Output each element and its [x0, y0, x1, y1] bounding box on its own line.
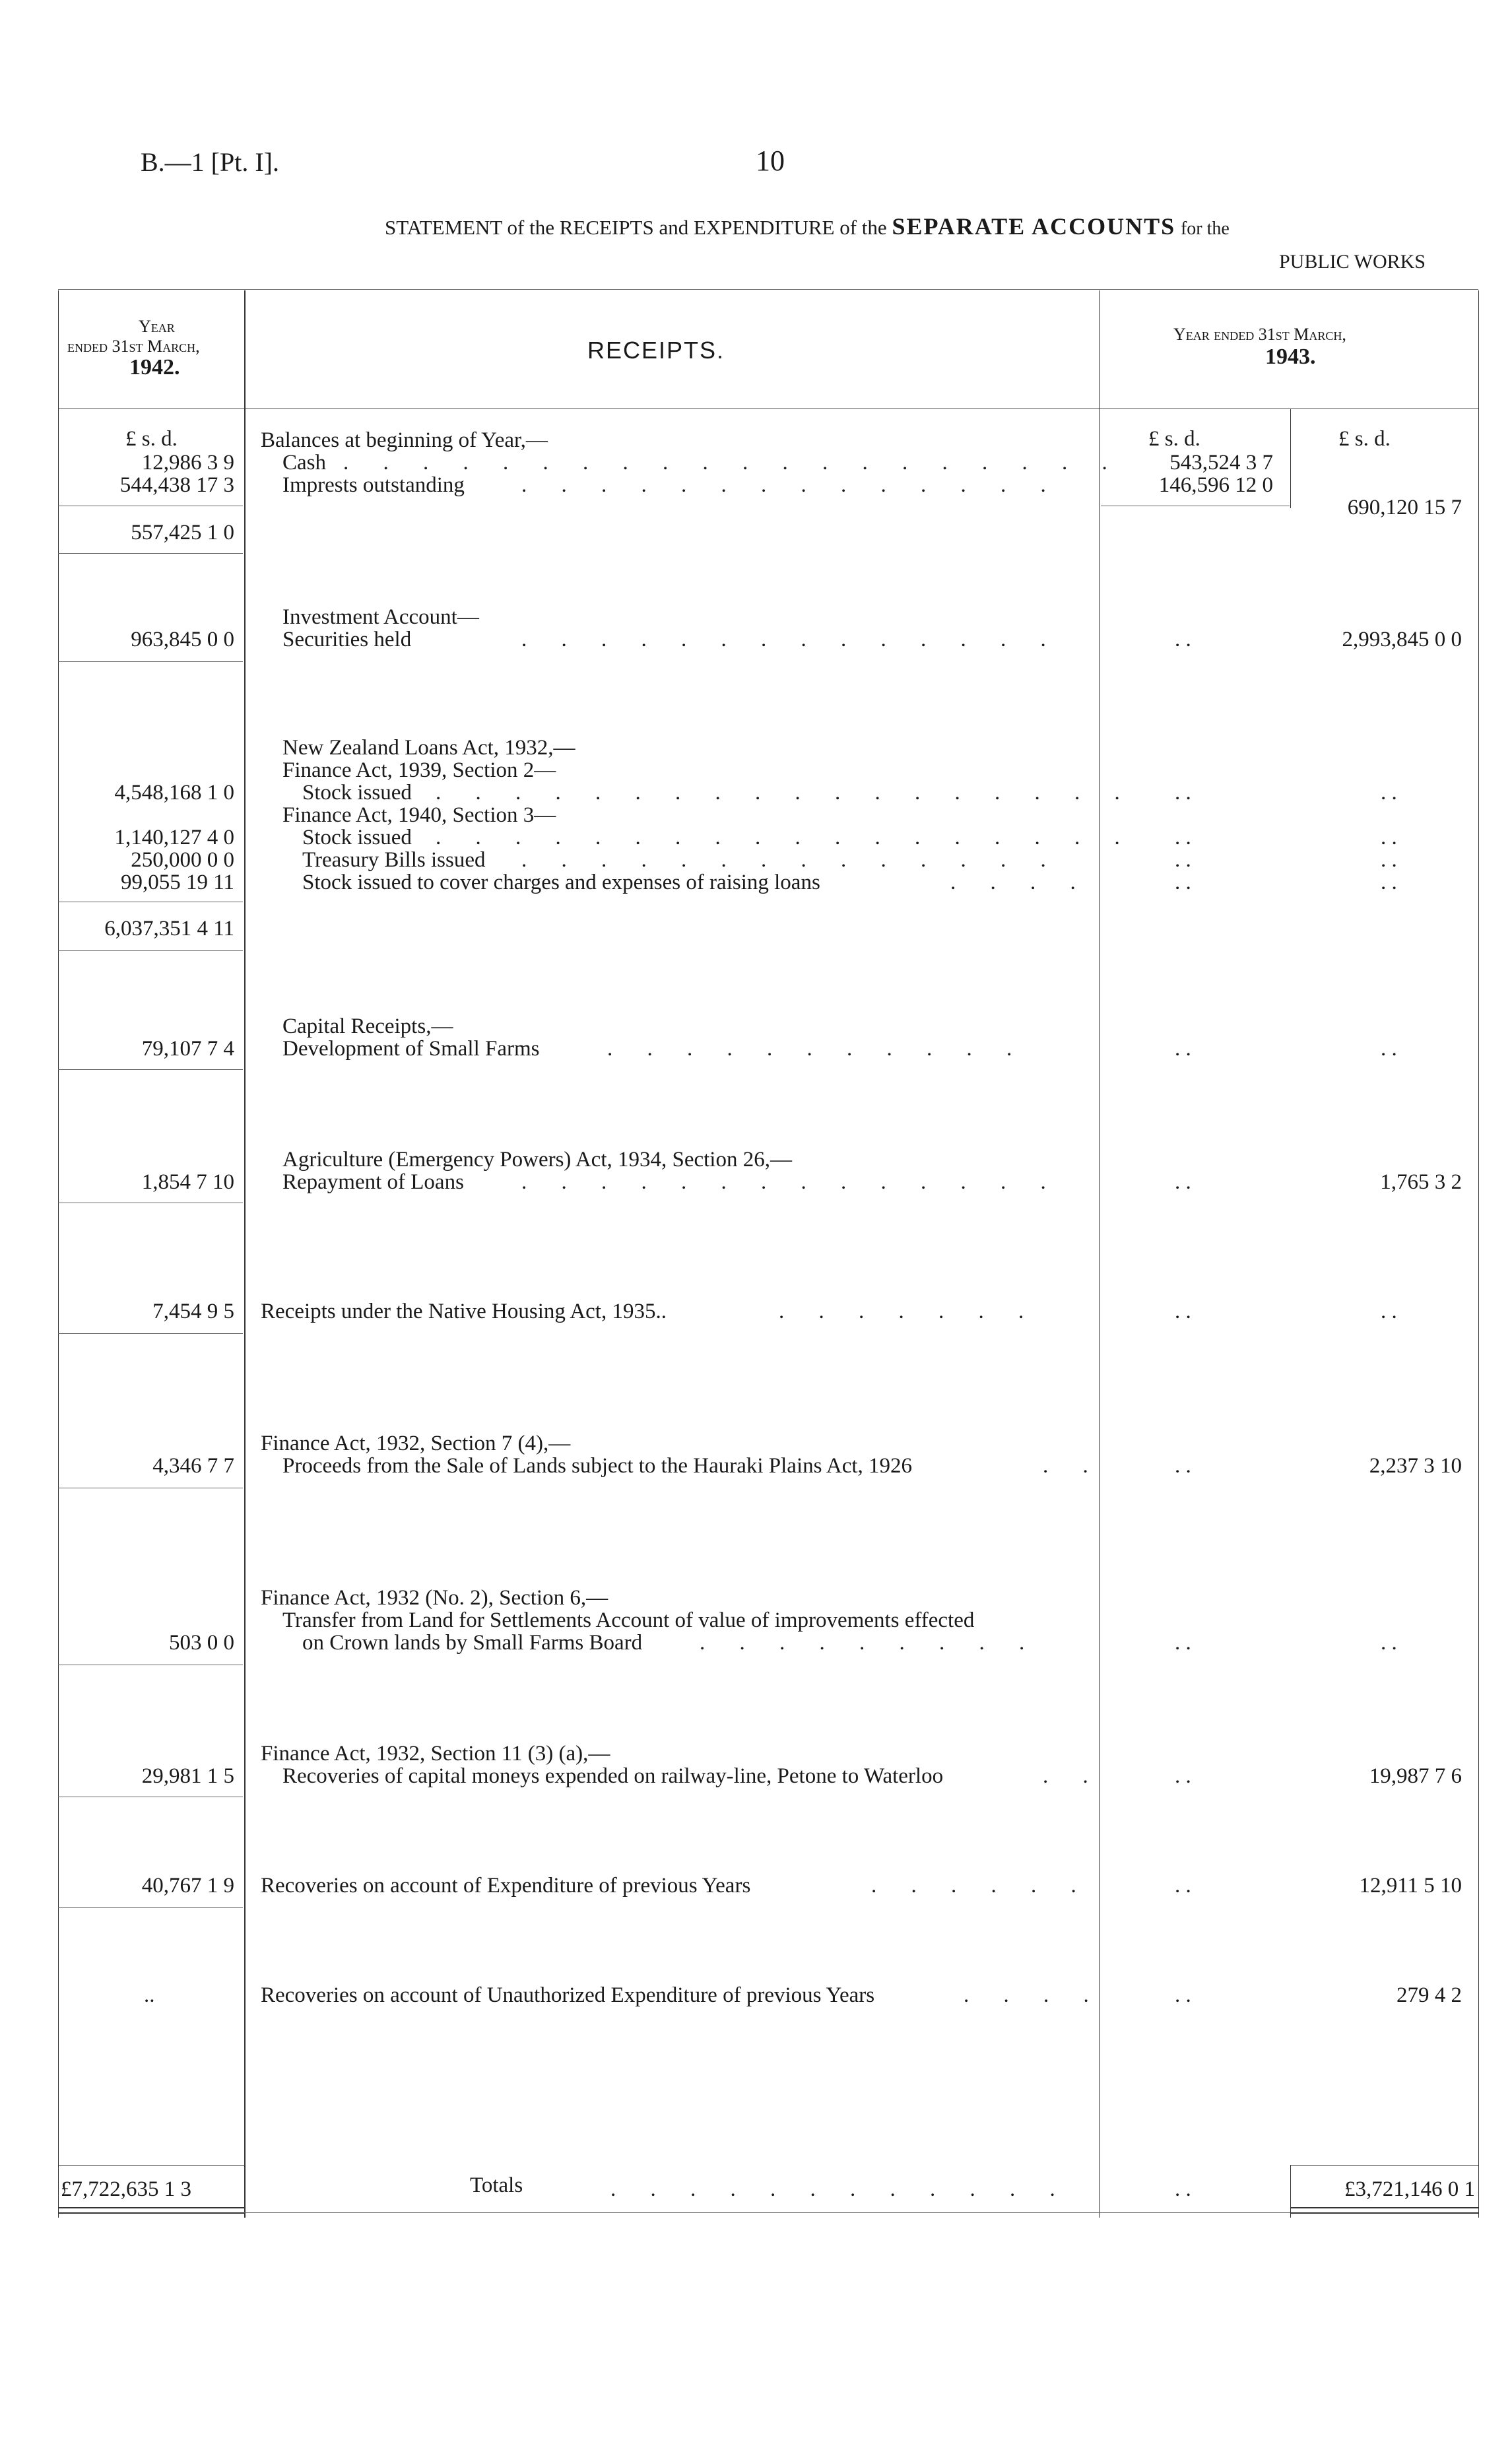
loans-sub1: Finance Act, 1939, Section 2—: [282, 758, 556, 782]
leader-dots: . . . . . . . . . . . . . .: [521, 1170, 1061, 1194]
y43-balances-cash: 543,524 3 7: [1169, 451, 1273, 475]
leader-dots: . . . . . . . . . . . . . . . . . . . .: [343, 451, 1122, 475]
leader-dots: . . . . . . . . . . . . . . . . . .: [436, 781, 1134, 805]
receipts-heading: RECEIPTS.: [587, 337, 725, 364]
y42-recoveries: 40,767 1 9: [141, 1874, 234, 1898]
investment-heading: Investment Account—: [282, 605, 479, 629]
loans-treasury: Treasury Bills issued: [302, 848, 486, 872]
totals-double-rule-1943b: [1290, 2212, 1478, 2214]
nil: . .: [1175, 1631, 1191, 1655]
loans-stock2: Stock issued: [302, 826, 412, 849]
y42-loans-stock1: 4,548,168 1 0: [114, 781, 234, 805]
finance7-line: Proceeds from the Sale of Lands subject to the Hauraki Plains Act, 1926: [282, 1454, 913, 1478]
row-rule: [58, 950, 243, 951]
y42-agriculture: 1,854 7 10: [141, 1170, 234, 1194]
title-public-works: PUBLIC WORKS: [1279, 251, 1426, 273]
lsd-caption-1943a: £ s. d.: [1148, 427, 1200, 451]
row-rule: [58, 553, 243, 554]
row-rule: [58, 1333, 243, 1334]
y42-unauthorized: ..: [144, 1983, 155, 2007]
capital-line: Development of Small Farms: [282, 1037, 540, 1061]
finance6-line2: on Crown lands by Small Farms Board: [302, 1631, 643, 1655]
row-rule: [58, 1907, 243, 1908]
totals-top-rule-1942: [58, 2165, 244, 2166]
statement-title: [385, 213, 1230, 240]
nil: . .: [1175, 1300, 1191, 1323]
y42-loans-total: 6,037,351 4 11: [104, 917, 234, 941]
title-separate-accounts: SEPARATE ACCOUNTS: [892, 213, 1176, 240]
col-divider-1942: [244, 290, 246, 2218]
nil: . .: [1175, 1170, 1191, 1194]
loans-stock1: Stock issued: [302, 781, 412, 805]
nil: . .: [1175, 1454, 1191, 1478]
y42-finance7: 4,346 7 7: [152, 1454, 234, 1478]
y43-investment-nil: . .: [1175, 628, 1191, 651]
nil: . .: [1175, 1874, 1191, 1898]
nil: . .: [1381, 826, 1397, 849]
balances-imprests-label: Imprests outstanding: [282, 473, 465, 497]
loans-heading: New Zealand Loans Act, 1932,—: [282, 736, 575, 760]
leader-dots: . . . . . .: [871, 1874, 1091, 1898]
y42-totals: £7,722,635 1 3: [61, 2177, 191, 2201]
leader-dots: . . . . . . . . . . . . . .: [521, 628, 1061, 651]
y42-loans-treasury: 250,000 0 0: [131, 848, 234, 872]
loans-charges: Stock issued to cover charges and expenses of raising loans: [302, 871, 820, 894]
leader-dots: . .: [1043, 1764, 1103, 1788]
totals-label: Totals: [470, 2173, 523, 2197]
nil: . .: [1381, 848, 1397, 872]
table-bottom-rule: [244, 2212, 1290, 2213]
capital-heading: Capital Receipts,—: [282, 1014, 453, 1038]
leader-dots: . . . . . . . . . . . . . .: [521, 848, 1061, 872]
leader-dots: . . . . . . . . . . . . . . . . . .: [436, 826, 1134, 849]
y42-investment: 963,845 0 0: [131, 628, 234, 651]
y42-capital: 79,107 7 4: [141, 1037, 234, 1061]
lsd-caption-1942: £ s. d.: [125, 427, 178, 451]
header-bottom-rule: [58, 408, 1478, 409]
y42-loans-charges: 99,055 19 11: [120, 871, 234, 894]
nil: . .: [1381, 1631, 1397, 1655]
leader-dots: . . . . . . . . . . .: [607, 1037, 1027, 1061]
leader-dots: . . . .: [950, 871, 1090, 894]
leader-dots: . . . . . . . . . . . .: [610, 2177, 1070, 2201]
lsd-caption-1943b: £ s. d.: [1338, 427, 1391, 451]
col-divider-1943-inner: [1290, 409, 1291, 508]
nil: . .: [1175, 848, 1191, 872]
leader-dots: . .: [1043, 1454, 1103, 1478]
totals-double-rule-1942b: [58, 2212, 244, 2214]
agriculture-heading: Agriculture (Emergency Powers) Act, 1934, Section 26,—: [282, 1148, 792, 1172]
y43-finance7: 2,237 3 10: [1369, 1454, 1462, 1478]
native-line: Receipts under the Native Housing Act, 1935..: [261, 1300, 667, 1323]
year-heading-1943: Year ended 31st March,: [1173, 325, 1346, 344]
investment-line: Securities held: [282, 628, 412, 651]
table-top-rule: [58, 289, 1478, 290]
row-rule: [58, 1069, 243, 1070]
nil: . .: [1381, 871, 1397, 894]
title-text: STATEMENT of the RECEIPTS and EXPENDITURE of the: [385, 216, 887, 239]
y42-balances-imprests: 544,438 17 3: [119, 473, 234, 497]
y42-balances-cash: 12,986 3 9: [141, 451, 234, 475]
totals-box-1943: [1290, 2165, 1291, 2218]
y43-balances-imprests: 146,596 12 0: [1158, 473, 1273, 497]
totals-top-rule-1943: [1290, 2165, 1478, 2166]
year-heading-1942: Year: [139, 317, 175, 336]
year-1942: 1942.: [129, 355, 180, 380]
title-for-the: for the: [1180, 218, 1230, 239]
nil: . .: [1175, 1764, 1191, 1788]
y42-native: 7,454 9 5: [152, 1300, 234, 1323]
agriculture-line: Repayment of Loans: [282, 1170, 464, 1194]
balances-heading: Balances at beginning of Year,—: [261, 428, 548, 452]
nil: . .: [1175, 781, 1191, 805]
finance6-line1: Transfer from Land for Settlements Account of value of improvements effected: [282, 1608, 975, 1632]
y43-unauthorized: 279 4 2: [1397, 1983, 1462, 2007]
nil: . .: [1175, 2177, 1191, 2201]
y43-finance11: 19,987 7 6: [1369, 1764, 1462, 1788]
totals-double-rule-1943: [1290, 2207, 1478, 2208]
unauthorized-line: Recoveries on account of Unauthorized Expenditure of previous Years: [261, 1983, 875, 2007]
y43-balances-total: 690,120 15 7: [1347, 496, 1462, 519]
col-divider-receipts: [1099, 290, 1100, 2218]
loans-sub2: Finance Act, 1940, Section 3—: [282, 803, 556, 827]
y43-investment: 2,993,845 0 0: [1342, 628, 1462, 651]
y42-finance11: 29,981 1 5: [141, 1764, 234, 1788]
nil: . .: [1175, 1983, 1191, 2007]
document-reference: B.—1 [Pt. I].: [141, 147, 279, 177]
left-border: [58, 290, 59, 2218]
leader-dots: . . . . . . .: [779, 1300, 1039, 1323]
nil: . .: [1175, 826, 1191, 849]
ended-heading-1942: ended 31st March,: [67, 337, 200, 356]
y43-recoveries: 12,911 5 10: [1359, 1874, 1462, 1898]
leader-dots: . . . . . . . . .: [700, 1631, 1039, 1655]
recoveries-line: Recoveries on account of Expenditure of previous Years: [261, 1874, 751, 1898]
y43-totals: £3,721,146 0 1: [1344, 2177, 1475, 2201]
finance11-line: Recoveries of capital moneys expended on railway-line, Petone to Waterloo: [282, 1764, 944, 1788]
totals-double-rule-1942: [58, 2207, 244, 2208]
y42-finance6: 503 0 0: [169, 1631, 234, 1655]
y42-loans-stock2: 1,140,127 4 0: [114, 826, 234, 849]
finance11-heading: Finance Act, 1932, Section 11 (3) (a),—: [261, 1742, 610, 1766]
y43-agriculture: 1,765 3 2: [1380, 1170, 1462, 1194]
leader-dots: . . . . . . . . . . . . . .: [521, 473, 1061, 497]
finance6-heading: Finance Act, 1932 (No. 2), Section 6,—: [261, 1586, 608, 1610]
nil: . .: [1381, 1300, 1397, 1323]
nil: . .: [1381, 1037, 1397, 1061]
row-rule: [58, 661, 243, 662]
balances-cash-label: Cash: [282, 451, 326, 475]
year-1943: 1943.: [1265, 345, 1316, 369]
right-border: [1478, 290, 1479, 2218]
leader-dots: . . . .: [964, 1983, 1103, 2007]
y42-balances-total: 557,425 1 0: [131, 521, 234, 545]
finance7-heading: Finance Act, 1932, Section 7 (4),—: [261, 1432, 571, 1455]
nil: . .: [1175, 871, 1191, 894]
page-number: 10: [756, 145, 785, 177]
nil: . .: [1381, 781, 1397, 805]
nil: . .: [1175, 1037, 1191, 1061]
